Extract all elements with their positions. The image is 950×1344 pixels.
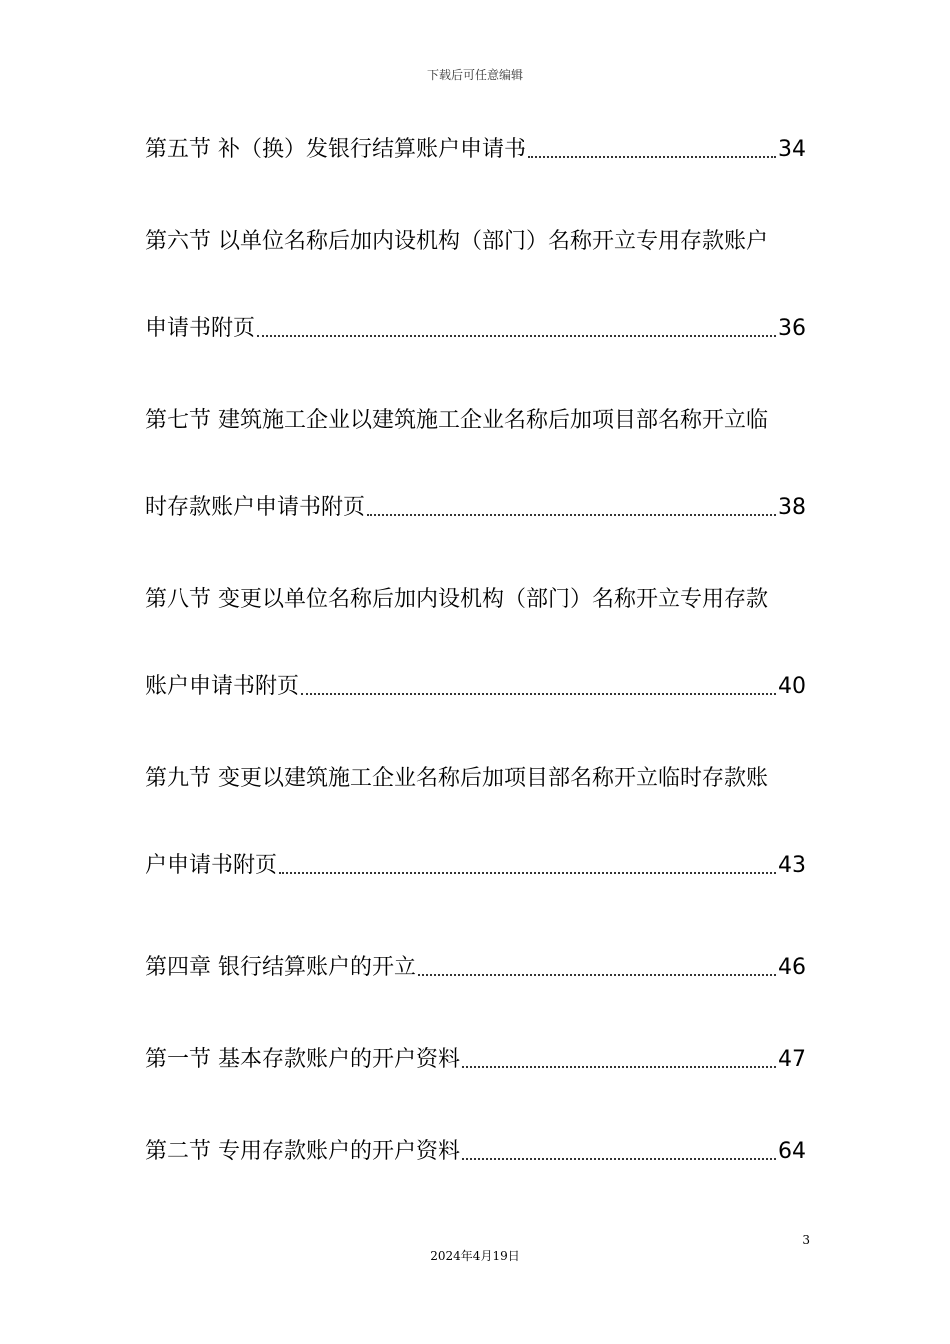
toc-entry-title: 申请书附页 (145, 316, 256, 341)
toc-entry-title: 第九节 变更以建筑施工企业名称后加项目部名称开立临时存款账 (145, 766, 768, 791)
toc-entry[interactable] (145, 313, 806, 345)
toc-entry-page: 47 (778, 1047, 806, 1072)
toc-entry-page: 64 (778, 1139, 806, 1164)
toc-entry-title: 第八节 变更以单位名称后加内设机构（部门）名称开立专用存款 (145, 587, 768, 612)
toc-dot-leader (257, 313, 776, 345)
toc-entry[interactable] (145, 1044, 806, 1076)
toc-dot-leader (301, 671, 776, 703)
toc-entry-title: 第七节 建筑施工企业以建筑施工企业名称后加项目部名称开立临 (145, 408, 768, 433)
toc-entry-title: 户申请书附页 (145, 853, 278, 878)
toc-entry-title: 时存款账户申请书附页 (145, 495, 366, 520)
toc-entry-title: 第六节 以单位名称后加内设机构（部门）名称开立专用存款账户 (145, 229, 768, 254)
toc-entry-title: 第二节 专用存款账户的开户资料 (145, 1139, 460, 1164)
toc-entry-page: 36 (778, 316, 806, 341)
toc-dot-leader (528, 134, 776, 166)
toc-entry[interactable] (145, 952, 806, 984)
toc-entry[interactable] (145, 584, 806, 616)
toc-entry-page: 38 (778, 495, 806, 520)
toc-entry[interactable] (145, 134, 806, 166)
toc-entry[interactable] (145, 492, 806, 524)
toc-entry[interactable] (145, 671, 806, 703)
toc-entry-title: 账户申请书附页 (145, 674, 300, 699)
toc-dot-leader (279, 850, 776, 882)
toc-dot-leader (367, 492, 776, 524)
toc-entry-page: 46 (778, 955, 806, 980)
toc-entry[interactable] (145, 763, 806, 795)
page-number: 3 (802, 1233, 810, 1247)
page-header: 下载后可任意编辑 (426, 68, 523, 82)
toc-dot-leader (418, 952, 776, 984)
footer-date: 2024年4月19日 (430, 1249, 520, 1263)
toc-entry-title: 第四章 银行结算账户的开立 (145, 955, 416, 980)
toc-entry-page: 34 (778, 137, 806, 162)
toc-entry-title: 第一节 基本存款账户的开户资料 (145, 1047, 460, 1072)
toc-entry[interactable] (145, 405, 806, 437)
toc-entry[interactable] (145, 850, 806, 882)
toc-entry-page: 43 (778, 853, 806, 878)
toc-entry[interactable] (145, 226, 806, 258)
toc-entry[interactable] (145, 1136, 806, 1168)
toc-entry-page: 40 (778, 674, 806, 699)
toc-entry-title: 第五节 补（换）发银行结算账户申请书 (145, 137, 526, 162)
toc-dot-leader (462, 1136, 776, 1168)
toc-dot-leader (462, 1044, 776, 1076)
